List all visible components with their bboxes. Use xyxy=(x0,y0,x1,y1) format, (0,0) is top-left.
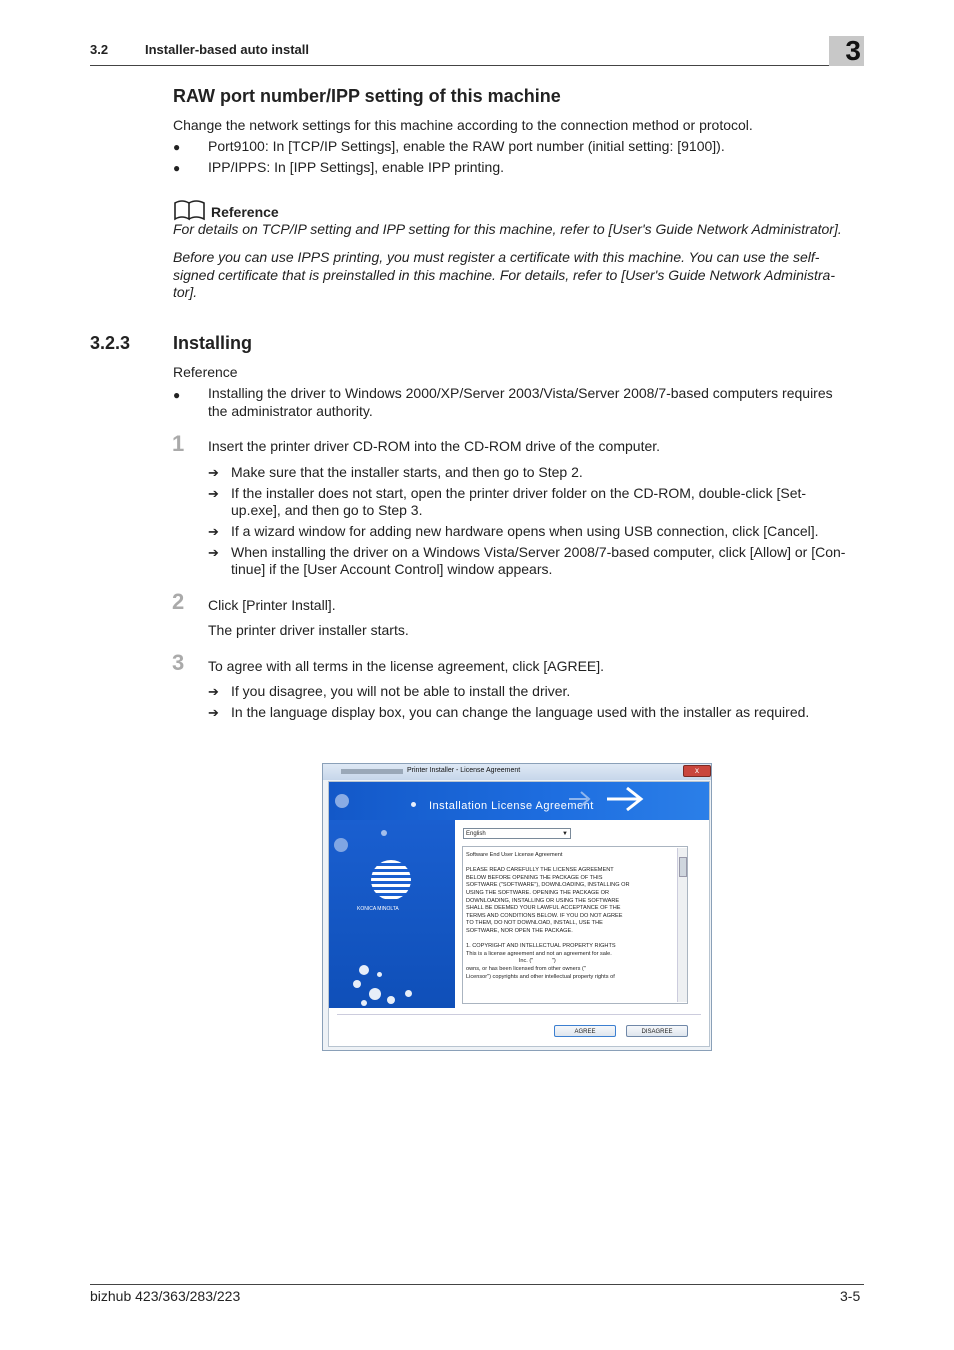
decor-dot xyxy=(405,990,412,997)
dialog-side-panel xyxy=(329,820,455,1008)
arrow-icon: ➔ xyxy=(208,705,219,720)
license-text: Software End User License Agreement PLEASE READ CAREFULLY THE LICENSE AGREEMENT BELOW BEFORE OPENING THE PACKAGE OF THIS SOFTWARE ("SOFTWARE"), DOWNLOADING, INSTALLING OR USING THE SOFTWARE. OPENING THE PACKAGE OR DOWNLOADING, INSTALLING OR USING THE SOFTWARE SHALL BE DEEMED YOUR LAWFUL ACCEPTANCE OF THE TERMS AND CONDITIONS BELOW. IF YOU DO NOT AGREE TO THEM, DO NOT DOWNLOAD, INSTALL, USE THE SOFTWARE, NOR OPEN THE PACKAGE. 1. COPYRIGHT AND INTELLECTUAL PROPERTY RIGHTS This is a license agreement and not an agreement for sale. Inc. (" ") owns, or has been licensed from other owners (" Licensor") copyrights and other intellectual property rights of xyxy=(466,852,630,980)
reference-text-1: For details on TCP/IP setting and IPP setting for this machine, refer to [User's Guide Network Administrator]. xyxy=(173,221,842,237)
license-scrollbar[interactable] xyxy=(677,848,687,1002)
reference-text-2-line2: signed certificate that is preinstalled in this machine. For details, refer to [User's Guide Network Administra- xyxy=(173,267,835,283)
raw-bullet-1: Port9100: In [TCP/IP Settings], enable the RAW port number (initial setting: [9100]). xyxy=(208,138,725,154)
dialog-divider xyxy=(337,1014,701,1015)
scrollbar-thumb[interactable] xyxy=(679,857,687,877)
header-section-title: Installer-based auto install xyxy=(145,42,309,57)
step-1-text: Insert the printer driver CD-ROM into the CD-ROM drive of the computer. xyxy=(208,438,661,454)
installing-number: 3.2.3 xyxy=(90,333,131,353)
reference-label: Reference xyxy=(211,204,279,220)
step-number: 3 xyxy=(172,650,185,675)
reference-text-2-line3: tor]. xyxy=(173,284,198,300)
header-section-number: 3.2 xyxy=(90,42,109,57)
installing-ref-line2: the administrator authority. xyxy=(208,403,373,419)
decor-dot xyxy=(361,1000,367,1006)
step-2-text: Click [Printer Install]. xyxy=(208,597,336,613)
dialog-titlebar[interactable] xyxy=(323,764,711,780)
chevron-down-icon: ▼ xyxy=(562,831,568,837)
close-button[interactable]: x xyxy=(683,765,711,777)
decor-dot xyxy=(369,988,381,1000)
dialog-title: Printer Installer - License Agreement xyxy=(407,767,521,774)
decor-dot xyxy=(359,965,369,975)
arrow-decor-icon xyxy=(567,784,647,814)
step-3-sub-2: In the language display box, you can change the language used with the installer as required. xyxy=(231,704,810,720)
footer-page-number: 3-5 xyxy=(840,1288,861,1304)
logo-text: KONICA MINOLTA xyxy=(357,906,399,912)
banner-title: Installation License Agreement xyxy=(429,800,594,812)
step-2-result: The printer driver installer starts. xyxy=(208,622,409,638)
bullet-icon: ● xyxy=(173,161,181,175)
dialog-banner xyxy=(329,782,709,820)
step-3-text: To agree with all terms in the license agreement, click [AGREE]. xyxy=(208,658,605,674)
step-1-sub-2-l2: up.exe], and then go to Step 3. xyxy=(231,502,423,518)
step-1-sub-4-l2: tinue] if the [User Account Control] window appears. xyxy=(231,561,553,577)
chapter-tab xyxy=(829,36,864,66)
arrow-icon: ➔ xyxy=(208,524,219,539)
reference-text-2-line1: Before you can use IPPS printing, you must register a certificate with this machine. You can use the self- xyxy=(173,249,820,265)
disagree-button[interactable]: DISAGREE xyxy=(626,1025,688,1037)
arrow-icon: ➔ xyxy=(208,684,219,699)
blurred-app-name xyxy=(341,769,403,774)
footer-rule xyxy=(90,1284,864,1285)
step-number: 1 xyxy=(172,431,185,456)
installing-reference-label: Reference xyxy=(173,364,238,380)
konica-minolta-logo-icon xyxy=(371,860,411,900)
bullet-icon: ● xyxy=(173,388,181,402)
language-select[interactable] xyxy=(463,828,571,839)
bullet-icon: ● xyxy=(173,140,181,154)
license-textarea[interactable] xyxy=(462,846,688,1004)
header-rule xyxy=(90,65,864,66)
license-dialog xyxy=(322,763,712,1051)
arrow-icon: ➔ xyxy=(208,486,219,501)
decor-dot xyxy=(387,996,395,1004)
arrow-icon: ➔ xyxy=(208,545,219,560)
arrow-icon: ➔ xyxy=(208,465,219,480)
installing-ref-line1: Installing the driver to Windows 2000/XP/Server 2003/Vista/Server 2008/7-based computers requires xyxy=(208,385,833,401)
step-1-sub-4-l1: When installing the driver on a Windows Vista/Server 2008/7-based computer, click [Allow] or [Con- xyxy=(231,544,846,560)
language-value: English xyxy=(466,831,486,837)
decor-dot xyxy=(381,830,387,836)
step-1-sub-1: Make sure that the installer starts, and then go to Step 2. xyxy=(231,464,583,480)
raw-intro: Change the network settings for this machine according to the connection method or protocol. xyxy=(173,117,753,133)
decor-dot xyxy=(411,802,416,807)
decor-dot xyxy=(353,980,361,988)
step-number: 2 xyxy=(172,589,185,614)
installing-title: Installing xyxy=(173,333,253,353)
step-3-sub-1: If you disagree, you will not be able to install the driver. xyxy=(231,683,571,699)
dialog-body xyxy=(328,781,710,1047)
raw-heading: RAW port number/IPP setting of this machine xyxy=(173,86,561,106)
decor-dot xyxy=(334,838,348,852)
step-1-sub-3: If a wizard window for adding new hardware opens when using USB connection, click [Cancel]. xyxy=(231,523,819,539)
decor-dot xyxy=(335,794,349,808)
chapter-number: 3 xyxy=(845,35,861,66)
raw-bullet-2: IPP/IPPS: In [IPP Settings], enable IPP printing. xyxy=(208,159,504,175)
step-1-sub-2-l1: If the installer does not start, open the printer driver folder on the CD-ROM, double-click [Set- xyxy=(231,485,807,501)
agree-button[interactable]: AGREE xyxy=(554,1025,616,1037)
installing-heading xyxy=(90,333,252,354)
footer-model: bizhub 423/363/283/223 xyxy=(90,1288,241,1304)
decor-dot xyxy=(377,972,382,977)
